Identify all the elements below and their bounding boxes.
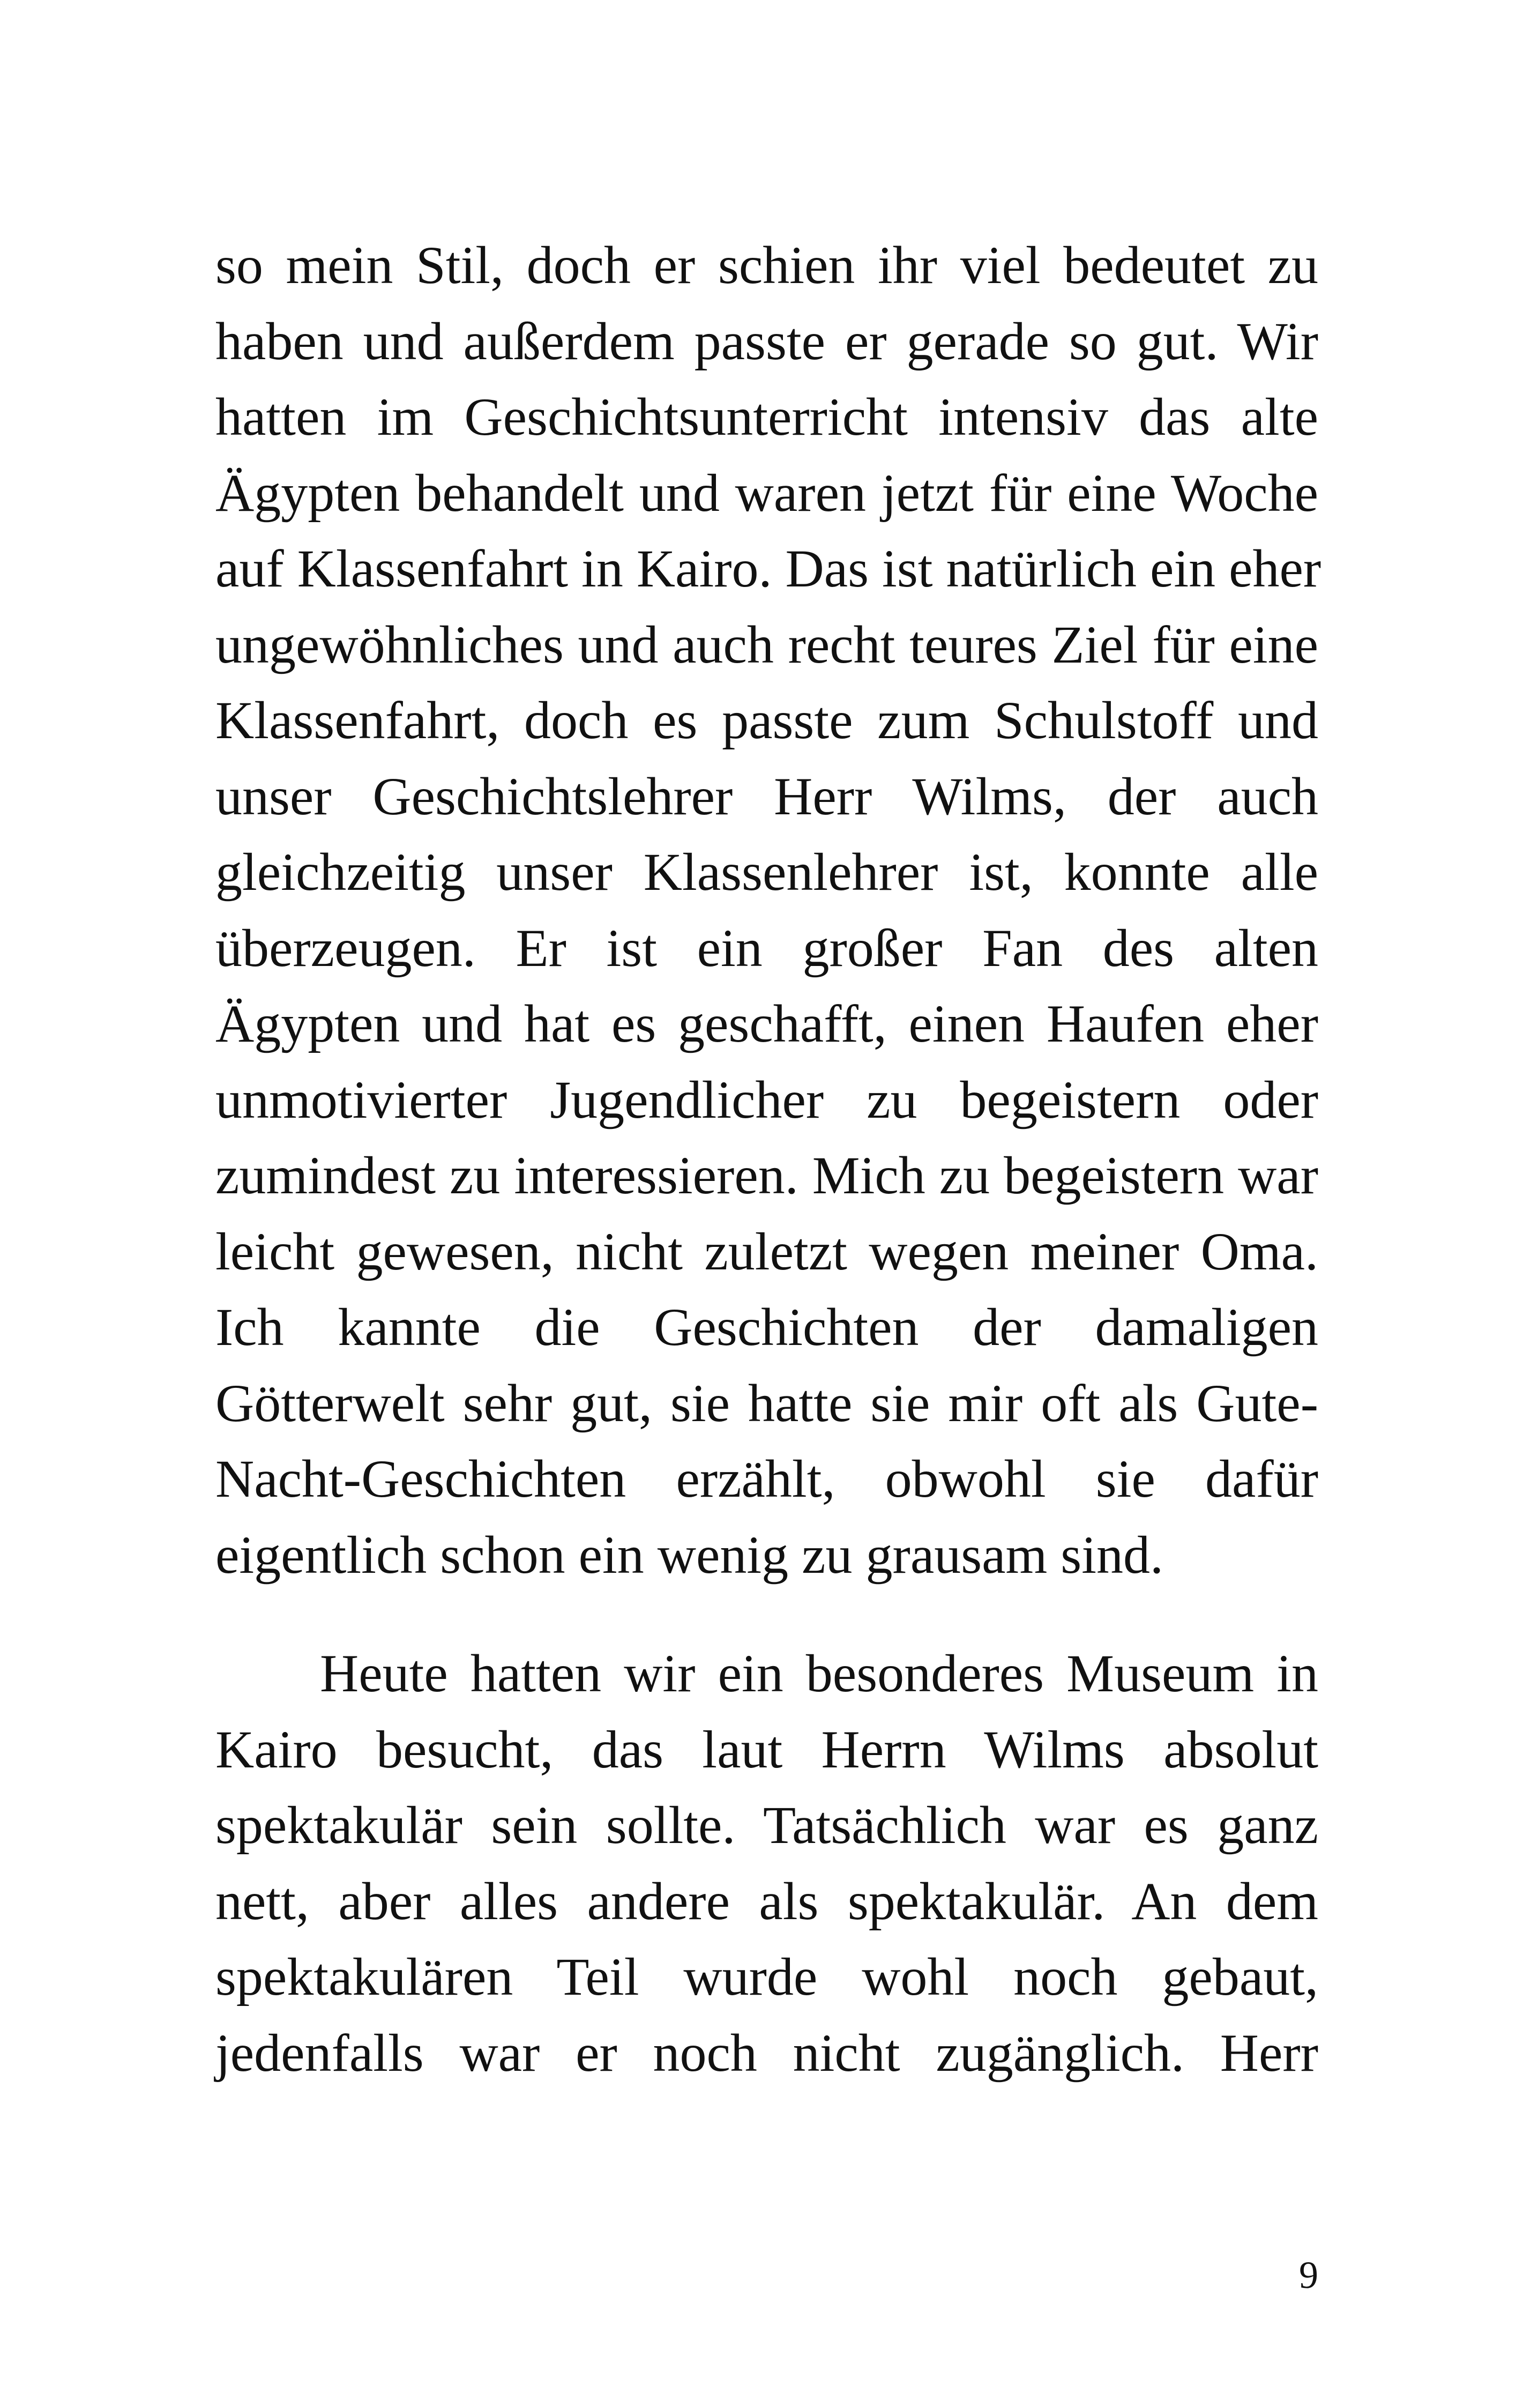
text-line: eigentlich schon ein wenig zu grausam sind. [215,1525,1163,1585]
text-line: hatten im Geschichtsunterricht intensiv das alte [215,387,1318,447]
text-line: Ägypten behandelt und waren jetzt für eine Woche [215,463,1318,523]
text-line: spektakulär sein sollte. Tatsächlich war es ganz [215,1795,1318,1855]
text-line: jedenfalls war er noch nicht zugänglich. Herr [215,2023,1318,2083]
paragraph-2 [215,1636,1318,2091]
text-line: Ägypten und hat es geschafft, einen Haufen eher [215,994,1318,1053]
text-line: nett, aber alles andere als spektakulär. An dem [215,1871,1318,1931]
text-line: gleichzeitig unser Klassenlehrer ist, konnte alle [215,842,1318,902]
text-line: leicht gewesen, nicht zuletzt wegen meiner Oma. [215,1221,1318,1281]
text-line: unser Geschichtslehrer Herr Wilms, der auch [215,766,1318,826]
text-line: haben und außerdem passte er gerade so gut. Wir [215,311,1318,371]
body-text [215,227,1322,2091]
text-line: auf Klassenfahrt in Kairo. Das ist natürlich ein eher [215,539,1322,598]
text-line: Klassenfahrt, doch es passte zum Schulstoff und [215,690,1318,750]
text-line: überzeugen. Er ist ein großer Fan des alten [215,918,1318,978]
text-line: ungewöhnliches und auch recht teures Ziel für eine [215,614,1318,674]
text-line: Heute hatten wir ein besonderes Museum in [320,1644,1318,1703]
text-line: spektakulären Teil wurde wohl noch gebaut, [215,1947,1318,2006]
paragraph-1 [215,227,1322,1593]
text-line: Götterwelt sehr gut, sie hatte sie mir oft als Gute- [215,1373,1318,1433]
text-line: Ich kannte die Geschichten der damaligen [215,1297,1318,1357]
text-line: zumindest zu interessieren. Mich zu begeistern war [215,1146,1318,1205]
text-line: Nacht-Geschichten erzählt, obwohl sie dafür [215,1449,1318,1508]
page-number: 9 [1299,2254,1318,2296]
text-line: unmotivierter Jugendlicher zu begeistern oder [215,1069,1318,1129]
text-line: Kairo besucht, das laut Herrn Wilms absolut [215,1719,1318,1779]
text-line: so mein Stil, doch er schien ihr viel bedeutet zu [215,235,1318,295]
paragraph-spacer [215,1593,1318,1636]
